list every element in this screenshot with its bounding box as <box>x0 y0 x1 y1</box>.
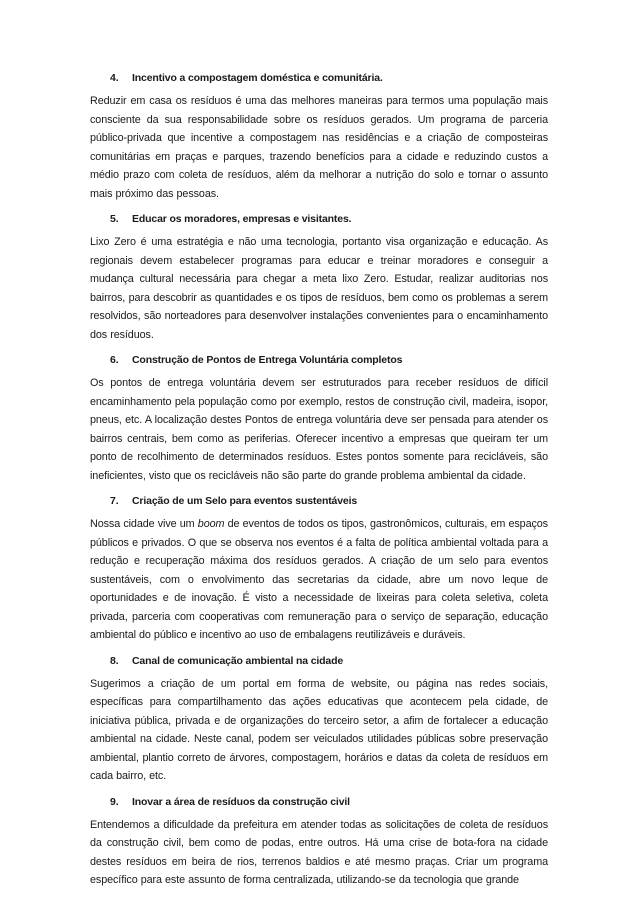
section-title: Construção de Pontos de Entrega Voluntária completos <box>132 354 403 366</box>
emphasis-text: boom <box>197 518 225 530</box>
section-paragraph-9: Entendemos a dificuldade da prefeitura em atender todas as solicitações de coleta de resíduos da construção civil, bem como de podas, entre outros. Há uma crise de bota-fora na cidade destes resíduos em beira de rios, terrenos baldios e até mesmo praças. Criar um programa específico para este assunto de forma centralizada, utilizando-se da tecnologia que grande <box>90 818 548 886</box>
section-number: 9. <box>110 795 119 808</box>
section-title: Educar os moradores, empresas e visitantes. <box>132 213 352 225</box>
section-heading-4 <box>110 70 548 86</box>
section-number: 5. <box>110 213 119 225</box>
section-paragraph-8: Sugerimos a criação de um portal em forma de website, ou página nas redes sociais, específicas para compartilhamento das ações educativas que acontecem pela cidade, de iniciativa pública, privada e de organizações do terceiro setor, a afim de fortalecer a educação ambiental na cidade. Neste canal, podem ser veiculados utilidades públicas sobre preservação ambiental, plantio correto de árvores, compostagem, horários e datas da coleta de resíduos em cada bairro, etc. <box>90 677 548 782</box>
section-title: Criação de um Selo para eventos sustentáveis <box>132 495 358 507</box>
paragraph-text: de eventos de todos os tipos, gastronômicos, culturais, em espaços públicos e privados. O que se observa nos eventos é a falta de política ambiental voltada para a redução e recuperação máxima dos resíduos gerados. A criação de um selo para eventos sustentáveis, com o envolvimento das secretarias da cidade, abre um novo leque de oportunidades e de inovação. É visto a necessidade de lixeiras para coleta seletiva, coleta privada, parceria com cooperativas com remuneração para o serviço de separação, educação ambiental do público e incentivo ao uso de embalagens reutilizáveis e duráveis. <box>90 518 548 641</box>
section-number: 7. <box>110 495 119 507</box>
section-paragraph-5: Lixo Zero é uma estratégia e não uma tecnologia, portanto visa organização e educação. As regionais devem estabelecer programas para educar e treinar moradores e conseguir a mudança cultural necessária para chegar a meta lixo Zero. Estudar, realizar auditorias nos bairros, para descobrir as quantidades e os tipos de resíduos, bem como os problemas a serem resolvidos, são norteadores para desenvolver instalações convenientes para o encaminhamento dos resíduos. <box>90 236 548 341</box>
section-heading-5 <box>110 211 548 227</box>
section-title: Canal de comunicação ambiental na cidade <box>132 654 344 667</box>
section-paragraph-4: Reduzir em casa os resíduos é uma das melhores maneiras para termos uma população mais consciente da sua responsabilidade sobre os resíduos gerados. Um programa de parceria público-privada que incentive a compostagem nas residências e a criação de composteiras comunitárias em praças e parques, trazendo benefícios para a cidade e reduzindo custos a médio prazo com coleta de resíduos, além da melhorar a nutrição do solo e tornar o assunto mais próximo das pessoas. <box>90 95 548 200</box>
paragraph-text: Nossa cidade vive um <box>90 518 198 530</box>
section-title: Inovar a área de resíduos da construção civil <box>132 795 350 808</box>
section-title: Incentivo a compostagem doméstica e comunitária. <box>132 72 383 84</box>
document-page <box>90 70 548 898</box>
section-heading-6 <box>110 352 548 368</box>
section-number: 8. <box>110 654 119 667</box>
section-paragraph-7 <box>90 515 548 645</box>
section-heading-7 <box>110 493 548 509</box>
section-heading-9 <box>110 794 548 810</box>
section-number: 6. <box>110 354 119 366</box>
section-paragraph-6: Os pontos de entrega voluntária devem ser estruturados para receber resíduos de difícil encaminhamento pela população como por exemplo, restos de construção civil, madeira, isopor, pneus, etc. A localização destes Pontos de entrega voluntária deve ser pensada para atender os bairros centrais, bem como as periferias. Oferecer incentivo a empresas que queiram ter um ponto de recolhimento de determinados resíduos. Estes pontos somente para recicláveis, são ineficientes, visto que os recicláveis não são parte do grande problema ambiental da cidade. <box>90 377 548 482</box>
section-heading-8 <box>110 653 548 669</box>
section-number: 4. <box>110 72 119 84</box>
